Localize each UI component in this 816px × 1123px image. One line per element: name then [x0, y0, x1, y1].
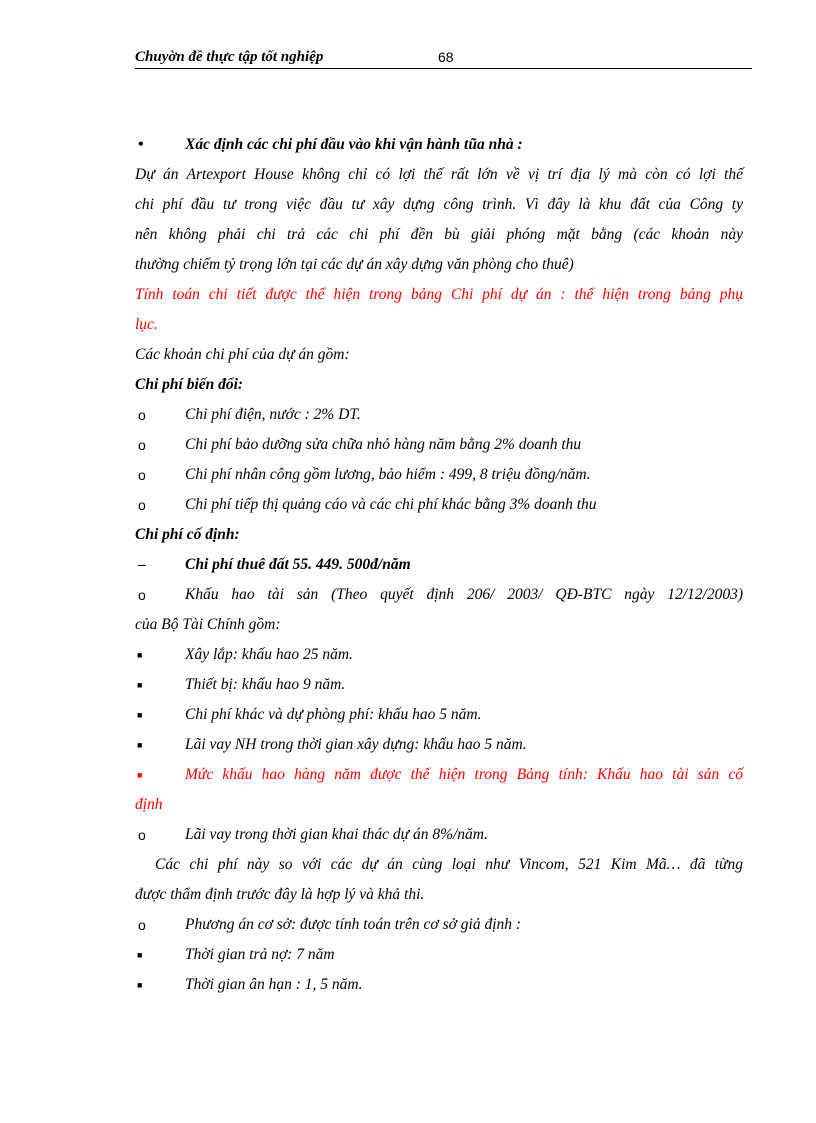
red-depreciation-text: Mức khấu hao hàng năm được thể hiện trong Bảng tính: Khấu hao tài sản cố [185, 766, 743, 783]
variable-heading: Chi phí biến đổi: [135, 376, 244, 393]
comparison-line-2: được thẩm định trước đây là hợp lý và khả thi. [135, 886, 425, 903]
list-item [135, 490, 743, 520]
red-note-line-1: Tính toán chi tiết được thể hiện trong bảng Chi phí dự án : thể hiện trong bảng phụ [135, 286, 743, 303]
square-marker: ■ [137, 950, 143, 960]
list-item-text: Chi phí tiếp thị quảng cáo và các chi phí khác bằng 3% doanh thu [185, 496, 597, 513]
depreciation-continuation: của Bộ Tài Chính gồm: [135, 616, 281, 633]
list-item [135, 910, 743, 940]
intro-line-2: chi phí đầu tư trong việc đầu tư xây dựng công trình. Vì đây là khu đất của Công ty [135, 196, 743, 213]
list-item [135, 400, 743, 430]
square-marker: ■ [137, 980, 143, 990]
list-item-text: Thiết bị: khấu hao 9 năm. [185, 676, 346, 693]
circle-marker: o [138, 467, 146, 483]
section-heading-text: Xác định các chi phí đầu vào khi vận hành tũa nhà : [185, 136, 523, 153]
depreciation-item [135, 580, 743, 610]
circle-marker: o [138, 827, 146, 843]
page-number: 68 [438, 49, 454, 65]
dash-marker: – [138, 556, 146, 573]
red-note-line-2: lục. [135, 316, 158, 333]
circle-marker: o [138, 587, 146, 603]
list-item [135, 460, 743, 490]
document-body [135, 130, 743, 1000]
land-rent-text: Chi phí thuê đất 55. 449. 500đ/năm [185, 556, 411, 573]
list-item [135, 430, 743, 460]
header-title: Chuyờn đề thực tập tốt nghiệp [135, 49, 324, 65]
page-header [135, 48, 752, 69]
circle-marker: o [138, 407, 146, 423]
list-item-text: Thời gian ân hạn : 1, 5 năm. [185, 976, 363, 993]
list-item-text: Chi phí nhân công gồm lương, bảo hiểm : 499, 8 triệu đồng/năm. [185, 466, 591, 483]
circle-marker: o [138, 437, 146, 453]
list-item [135, 730, 743, 760]
cost-intro: Các khoản chi phí của dự án gồm: [135, 346, 350, 363]
square-marker: ■ [137, 740, 143, 750]
circle-marker: o [138, 917, 146, 933]
list-item [135, 640, 743, 670]
square-marker: ■ [137, 680, 143, 690]
list-item [135, 670, 743, 700]
list-item [135, 700, 743, 730]
list-item [135, 940, 743, 970]
square-marker: ■ [137, 770, 143, 780]
list-item [135, 820, 743, 850]
list-item-text: Lãi vay NH trong thời gian xây dựng: khấu hao 5 năm. [185, 736, 527, 753]
section-heading [135, 130, 743, 160]
interest-text: Lãi vay trong thời gian khai thác dự án 8%/năm. [185, 826, 488, 843]
red-depreciation-continuation: định [135, 796, 163, 813]
land-rent-item [135, 550, 743, 580]
base-plan-text: Phương án cơ sở: được tính toán trên cơ sở giả định : [185, 916, 522, 933]
list-item-text: Chi phí điện, nước : 2% DT. [185, 406, 361, 423]
list-item-text: Chi phí bảo dưỡng sửa chữa nhỏ hàng năm bằng 2% doanh thu [185, 436, 582, 453]
list-item-text: Xây lắp: khấu hao 25 năm. [185, 646, 353, 663]
square-marker: ■ [137, 710, 143, 720]
list-item [135, 970, 743, 1000]
intro-line-4: thường chiếm tỷ trọng lớn tại các dự án xây dựng văn phòng cho thuê) [135, 256, 574, 273]
circle-marker: o [138, 497, 146, 513]
intro-line-1: Dự án Artexport House không chỉ có lợi thế rất lớn về vị trí địa lý mà còn có lợi thế [135, 166, 743, 183]
intro-line-3: nên không phải chi trả các chi phí đền bù giải phóng mặt bằng (các khoản này [135, 226, 743, 243]
bullet-marker: • [138, 136, 144, 153]
red-depreciation-item [135, 760, 743, 790]
list-item-text: Thời gian trả nợ: 7 năm [185, 946, 335, 963]
square-marker: ■ [137, 650, 143, 660]
fixed-heading: Chi phí cố định: [135, 526, 240, 543]
depreciation-text: Khấu hao tài sản (Theo quyết định 206/ 2003/ QĐ-BTC ngày 12/12/2003) [185, 586, 743, 603]
comparison-line-1: Các chi phí này so với các dự án cùng loại như Vincom, 521 Kim Mã… đã từng [155, 856, 743, 873]
list-item-text: Chi phí khác và dự phòng phí: khấu hao 5 năm. [185, 706, 482, 723]
